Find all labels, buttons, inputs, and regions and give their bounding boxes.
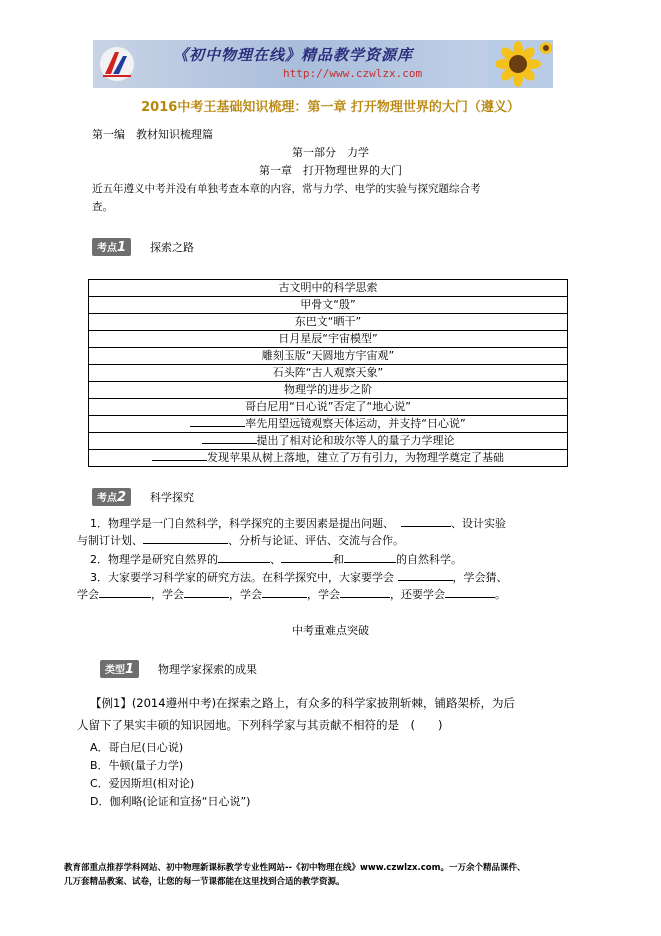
fill-blank[interactable]: [398, 570, 453, 581]
table-cell: 石头阵“古人观察天象”: [89, 365, 568, 382]
example-1-line-1: 【例1】(2014遵州中考)在探索之路上，有众多的科学家披荆斩棘，铺路架桥，为后: [90, 696, 516, 710]
table-row: [89, 365, 568, 382]
fill-blank[interactable]: [401, 516, 451, 527]
fill-blank[interactable]: [344, 552, 396, 563]
sub-heading: 第一部分 力学: [292, 146, 369, 159]
table-cell: 物理学的进步之阶: [89, 382, 568, 399]
table-row: [89, 331, 568, 348]
type-1-tag: 类型1: [100, 658, 139, 678]
site-logo-icon: [97, 44, 137, 84]
fill-blank[interactable]: [340, 587, 390, 598]
table-cell: 雕刻玉版“天圆地方宇宙观”: [89, 348, 568, 365]
intro-text: 近五年遵义中考并没有单独考查本章的内容，常与力学、电学的实验与探究题综合考: [92, 183, 481, 195]
table-row: [89, 382, 568, 399]
table-cell: 哥白尼用“日心说”否定了“地心说”: [89, 399, 568, 416]
fill-blank[interactable]: [143, 533, 228, 544]
key-point-1-title: 探索之路: [150, 241, 194, 254]
table-row: [89, 280, 568, 297]
fill-blank[interactable]: [190, 416, 245, 427]
header-banner: [93, 40, 553, 88]
table-row: [89, 399, 568, 416]
table-row: [89, 348, 568, 365]
option-d[interactable]: D．伽利略(论证和宣扬“日心说”): [90, 795, 251, 808]
table-row: [89, 416, 568, 433]
sunflower-image: [488, 40, 553, 88]
question-3-line-1: 3．大家要学习科学家的研究方法。在科学探究中，大家要学会 ，学会猜、: [90, 571, 508, 584]
fill-blank[interactable]: [262, 587, 307, 598]
table-cell: 古文明中的科学思索: [89, 280, 568, 297]
focus-heading: 中考重难点突破: [292, 624, 369, 637]
table-row: [89, 433, 568, 450]
type-1-title: 物理学家探索的成果: [158, 663, 257, 676]
example-1-line-2: 人留下了果实丰硕的知识园地。下列科学家与其贡献不相符的是 ( ): [77, 718, 443, 732]
fill-blank[interactable]: [445, 587, 495, 598]
banner-url[interactable]: http://www.czwlzx.com: [283, 67, 423, 80]
key-point-1-tag: 考点1: [92, 236, 131, 256]
fill-blank[interactable]: [152, 450, 207, 461]
table-row: [89, 297, 568, 314]
fill-blank[interactable]: [218, 552, 270, 563]
chapter-heading: 第一章 打开物理世界的大门: [259, 164, 402, 177]
table-cell: 发现苹果从树上落地，建立了万有引力，为物理学奠定了基础: [89, 450, 568, 467]
table-row: [89, 450, 568, 467]
question-1-line-2: 与制订计划、 、分析与论证、评估、交流与合作。: [77, 534, 404, 547]
question-2: 2．物理学是研究自然界的 、 和 的自然科学。: [90, 553, 462, 566]
part-heading: 第一编 教材知识梳理篇: [92, 128, 213, 141]
footer-line-1: 教育部重点推荐学科网站、初中物理新课标教学专业性网站--《初中物理在线》www.czwlzx.com。一万余个精品课件、: [64, 863, 526, 873]
intro-text-cont: 查。: [92, 201, 113, 213]
fill-blank[interactable]: [99, 587, 151, 598]
table-cell: 甲骨文“殷”: [89, 297, 568, 314]
key-point-2-title: 科学探究: [150, 491, 194, 504]
option-a[interactable]: A．哥白尼(日心说): [90, 741, 184, 754]
fill-blank[interactable]: [184, 587, 229, 598]
footer: [64, 861, 604, 889]
banner-title: 《初中物理在线》精品教学资源库: [173, 46, 414, 64]
fill-blank[interactable]: [281, 552, 333, 563]
question-3-line-2: 学会 ，学会 ，学会 ，学会 ，还要学会 。: [77, 588, 506, 601]
table-cell: 日月星辰“宇宙模型”: [89, 331, 568, 348]
document-title: 2016中考王基础知识梳理：第一章 打开物理世界的大门（遵义）: [141, 100, 520, 115]
table-cell: 提出了相对论和玻尔等人的量子力学理论: [89, 433, 568, 450]
option-c[interactable]: C．爱因斯坦(相对论): [90, 777, 195, 790]
question-1-line-1: 1．物理学是一门自然科学，科学探究的主要因素是提出问题、 、设计实验: [90, 517, 506, 530]
option-b[interactable]: B．牛顿(量子力学): [90, 759, 184, 772]
history-table: [88, 279, 568, 467]
footer-line-2: 几万套精品教案、试卷，让您的每一节课都能在这里找到合适的教学资源。: [64, 877, 345, 887]
table-cell: 率先用望远镜观察天体运动，并支持“日心说”: [89, 416, 568, 433]
key-point-2-tag: 考点2: [92, 486, 131, 506]
fill-blank[interactable]: [202, 433, 257, 444]
table-row: [89, 314, 568, 331]
table-cell: 东巴文“晒干”: [89, 314, 568, 331]
